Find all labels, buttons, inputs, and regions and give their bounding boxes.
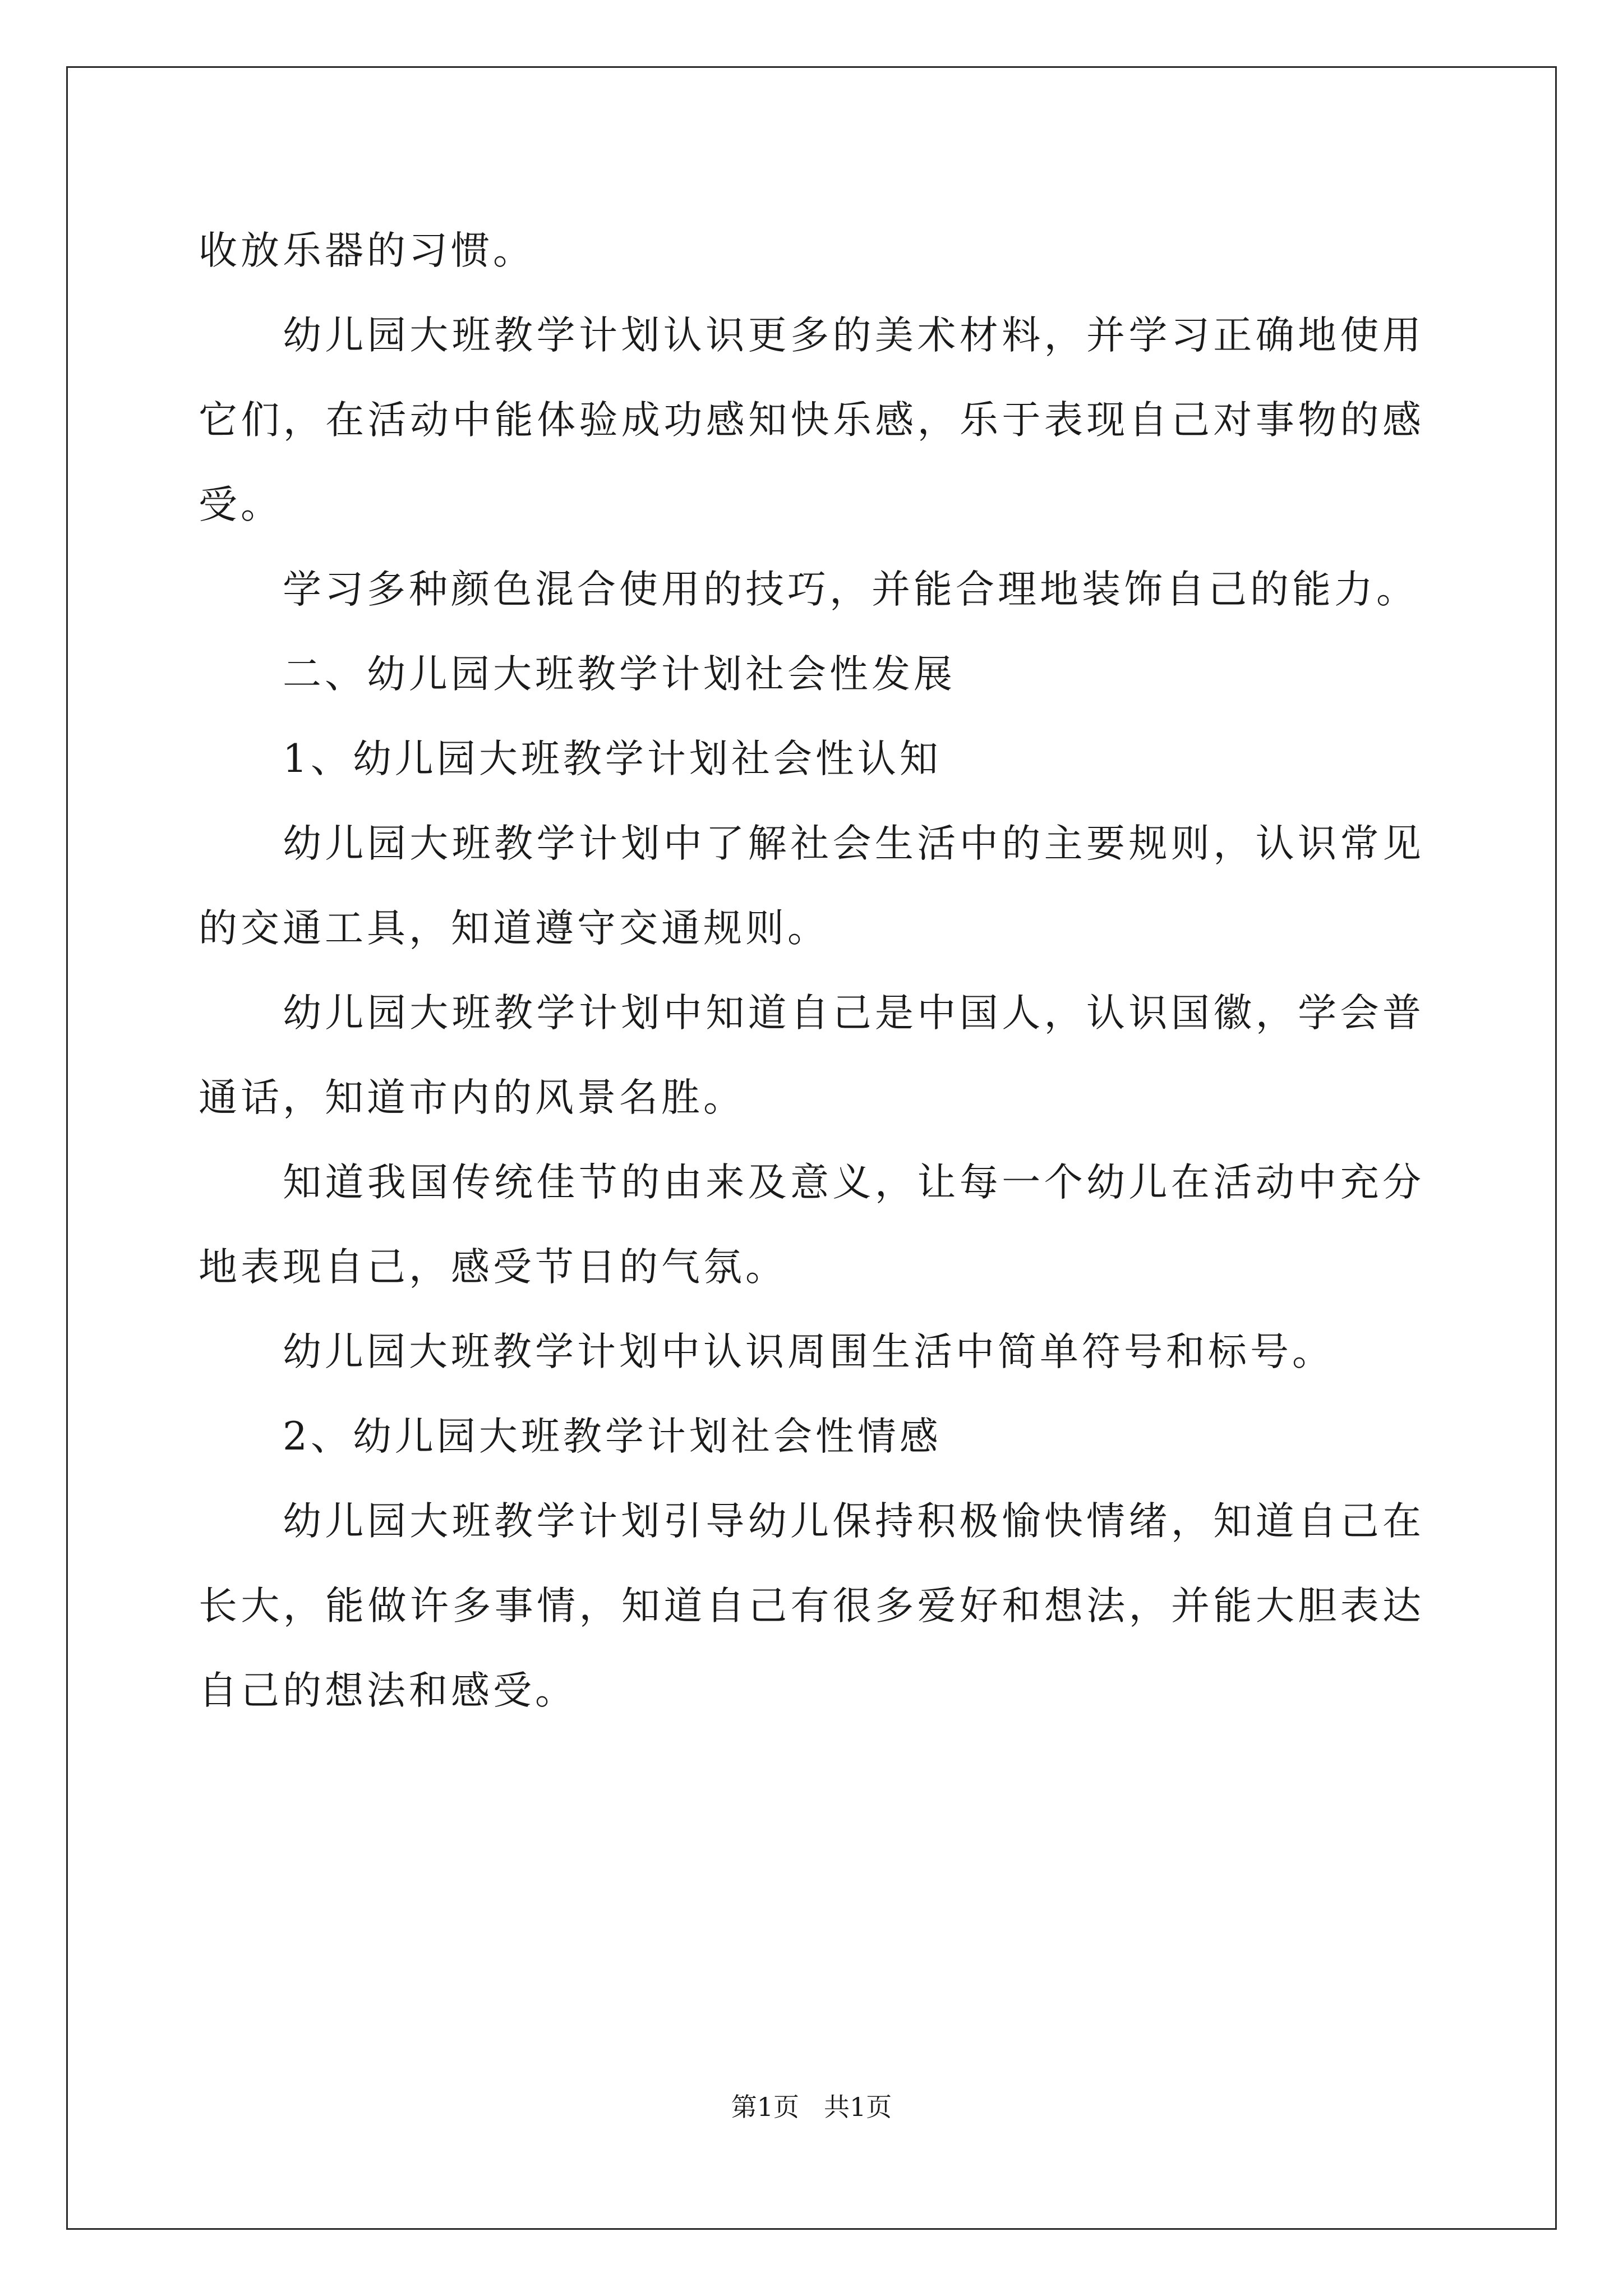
paragraph: 知道我国传统佳节的由来及意义，让每一个幼儿在活动中充分地表现自己，感受节日的气氛。: [199, 1160, 1424, 1290]
paragraph: 幼儿园大班教学计划中认识周围生活中简单符号和标号。: [283, 1329, 1334, 1374]
subsection-heading: 2、幼儿园大班教学计划社会性情感: [283, 1414, 942, 1459]
page-number: 第1页: [731, 2092, 799, 2122]
paragraph: 学习多种颜色混合使用的技巧，并能合理地装饰自己的能力。: [283, 567, 1418, 612]
subsection-heading: 1、幼儿园大班教学计划社会性认知: [283, 737, 942, 781]
paragraph: 收放乐器的习惯。: [199, 228, 535, 273]
paragraph: 幼儿园大班教学计划认识更多的美术材料，并学习正确地使用它们，在活动中能体验成功感知快乐感，乐于表现自己对事物的感受。: [199, 313, 1424, 527]
paragraph: 幼儿园大班教学计划引导幼儿保持积极愉快情绪，知道自己在长大，能做许多事情，知道自己有很多爱好和想法，并能大胆表达自己的想法和感受。: [199, 1499, 1424, 1713]
page-total: 共1页: [824, 2092, 892, 2122]
paragraph: 幼儿园大班教学计划中知道自己是中国人，认识国徽，学会普通话，知道市内的风景名胜。: [199, 991, 1424, 1120]
section-heading: 二、幼儿园大班教学计划社会性发展: [283, 652, 956, 697]
page-footer: [0, 2090, 1623, 2124]
paragraph: 幼儿园大班教学计划中了解社会生活中的主要规则，认识常见的交通工具，知道遵守交通规则。: [199, 821, 1424, 951]
document-body: [199, 209, 1424, 1733]
